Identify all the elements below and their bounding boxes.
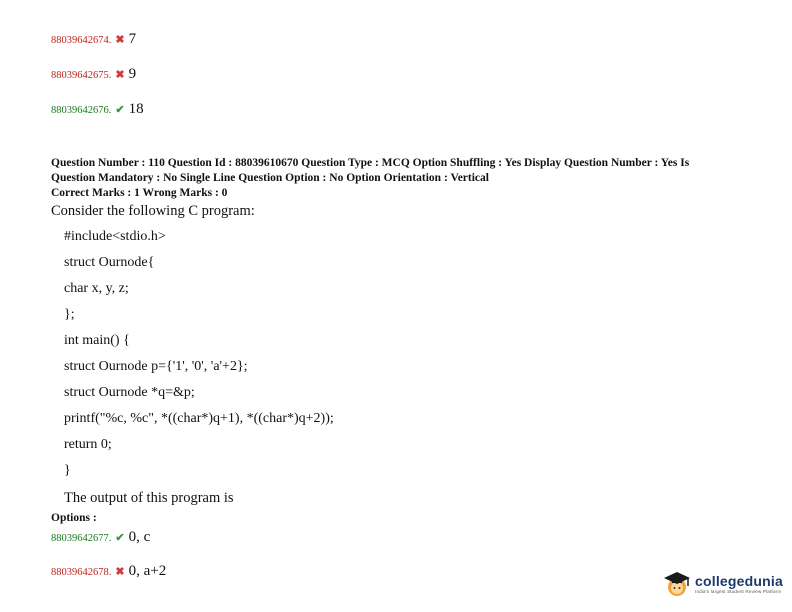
code-line: char x, y, z; <box>64 281 129 296</box>
logo-name: collegedunia <box>695 573 783 589</box>
option-id: 88039642678. <box>51 567 112 578</box>
code-line: struct Ournode *q=&p; <box>64 385 195 400</box>
code-line: int main() { <box>64 333 130 348</box>
option-1 <box>51 528 150 546</box>
question-prompt: Consider the following C program: <box>51 203 255 219</box>
check-icon: ✔ <box>115 104 125 116</box>
option-id: 88039642674. <box>51 35 112 46</box>
meta-line-2: Question Mandatory : No Single Line Question Option : No Option Orientation : Vertical <box>51 172 489 184</box>
option-value: 9 <box>128 66 137 82</box>
code-line: struct Ournode p={'1', '0', 'a'+2}; <box>64 359 248 374</box>
graduate-cap-icon <box>662 569 692 599</box>
code-line: #include<stdio.h> <box>64 229 166 244</box>
prev-option-3 <box>51 100 144 118</box>
code-line: return 0; <box>64 437 112 452</box>
code-line: } <box>64 463 71 478</box>
cross-icon: ✖ <box>115 566 125 578</box>
marks-line: Correct Marks : 1 Wrong Marks : 0 <box>51 187 228 199</box>
code-line: printf("%c, %c", *((char*)q+1), *((char*)q+2)); <box>64 411 334 426</box>
option-value: 7 <box>128 31 137 47</box>
option-value: 18 <box>128 101 144 117</box>
question-tail: The output of this program is <box>64 490 234 506</box>
options-label: Options : <box>51 512 97 524</box>
code-line: struct Ournode{ <box>64 255 155 270</box>
logo-tagline: India's largest Student Review Platform <box>695 589 782 594</box>
check-icon: ✔ <box>115 532 125 544</box>
prev-option-1 <box>51 30 136 48</box>
prev-option-2 <box>51 65 136 83</box>
option-id: 88039642677. <box>51 533 112 544</box>
question-meta <box>51 156 751 201</box>
option-id: 88039642676. <box>51 105 112 116</box>
meta-line-1: Question Number : 110 Question Id : 88039610670 Question Type : MCQ Option Shuffling : Yes Display Question Number : Yes Is <box>51 157 690 169</box>
option-value: 0, a+2 <box>128 563 167 579</box>
cross-icon: ✖ <box>115 34 125 46</box>
cross-icon: ✖ <box>115 69 125 81</box>
collegedunia-logo <box>662 569 783 599</box>
option-id: 88039642675. <box>51 70 112 81</box>
code-line: }; <box>64 307 75 322</box>
option-value: 0, c <box>128 529 151 545</box>
option-2 <box>51 562 166 580</box>
